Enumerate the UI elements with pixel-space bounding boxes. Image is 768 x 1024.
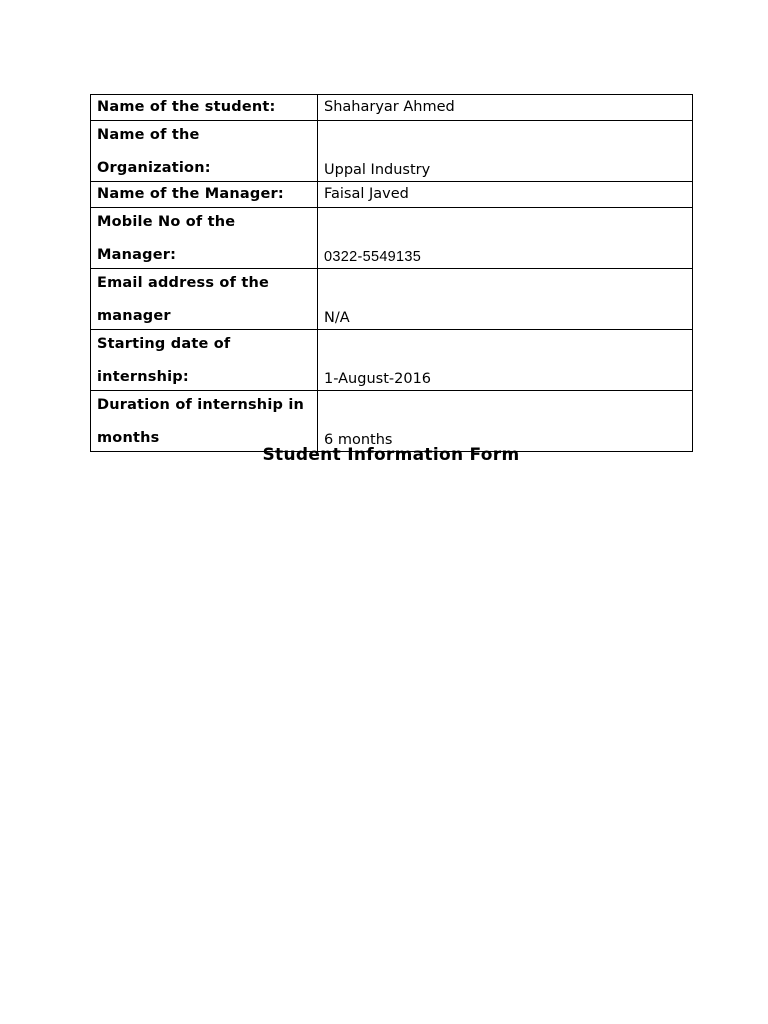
field-label-line-2: months [97, 430, 160, 446]
field-value-start-date: 1-August-2016 [318, 330, 693, 391]
field-value-manager-name: Faisal Javed [318, 182, 693, 208]
field-label [91, 121, 318, 182]
field-label-line-1: Mobile No of the [97, 214, 236, 230]
student-info-table [90, 94, 693, 452]
field-label-line-2: Manager: [97, 247, 177, 263]
field-label-line-1: Email address of the [97, 275, 270, 291]
table-row-manager-name [91, 182, 693, 208]
table-row-duration [91, 391, 693, 452]
field-value-manager-email: N/A [318, 269, 693, 330]
field-label-line-1: Starting date of [97, 336, 231, 352]
table-row-manager-email [91, 269, 693, 330]
field-label-line-1: Name of the [97, 127, 200, 143]
field-label [91, 330, 318, 391]
field-label-line-1: Duration of internship in [97, 397, 305, 413]
field-label [91, 95, 318, 121]
table-row-organization [91, 121, 693, 182]
field-label-line-2: manager [97, 308, 171, 324]
field-label-text: Name of the Manager: [97, 186, 284, 202]
field-label [91, 269, 318, 330]
field-label-line-2: Organization: [97, 160, 211, 176]
field-value-duration: 6 months [318, 391, 693, 452]
table-row-start-date [91, 330, 693, 391]
field-label [91, 208, 318, 269]
form-title: Student Information Form [262, 445, 520, 465]
field-label-text: Name of the student: [97, 99, 276, 115]
field-label-line-2: internship: [97, 369, 189, 385]
field-value-manager-mobile: 0322-5549135 [318, 208, 693, 269]
field-value-organization: Uppal Industry [318, 121, 693, 182]
field-value-student-name: Shaharyar Ahmed [318, 95, 693, 121]
table-row-manager-mobile [91, 208, 693, 269]
table-row-student-name [91, 95, 693, 121]
field-label [91, 182, 318, 208]
field-label [91, 391, 318, 452]
